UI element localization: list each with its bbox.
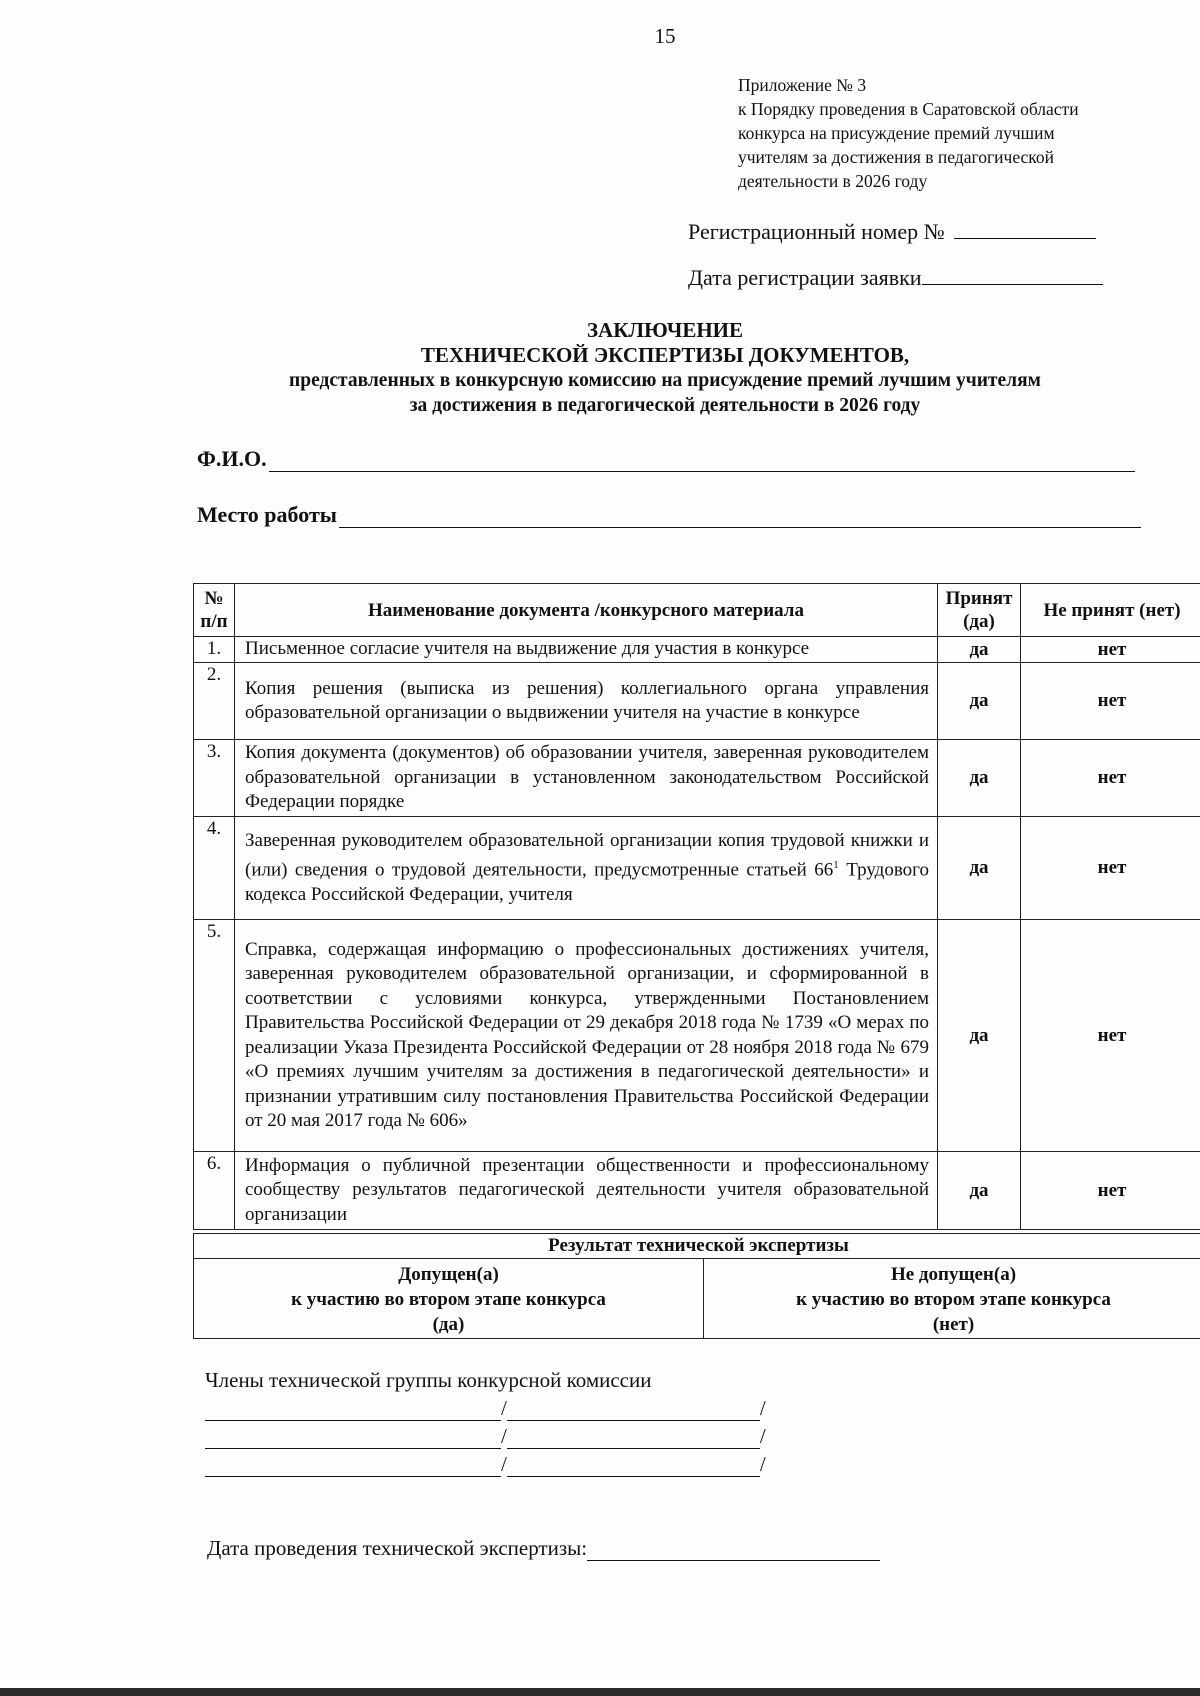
row-yes[interactable]: да <box>938 740 1021 817</box>
row-num: 3. <box>194 740 235 817</box>
appendix-note <box>738 73 1158 193</box>
row-num: 1. <box>194 637 235 663</box>
admitted-cell[interactable] <box>194 1259 704 1339</box>
title-line: ТЕХНИЧЕСКОЙ ЭКСПЕРТИЗЫ ДОКУМЕНТОВ, <box>420 343 910 367</box>
table-row <box>194 920 1200 1152</box>
title-line: за достижения в педагогической деятельности в 2026 году <box>409 395 921 416</box>
signature-separator: / <box>759 1424 766 1448</box>
table-row <box>194 817 1200 920</box>
exam-date-label: Дата проведения технической экспертизы: <box>207 1536 588 1560</box>
commission-members-label: Члены технической группы конкурсной комиссии <box>205 1368 652 1392</box>
signature-row <box>205 1396 766 1421</box>
row-num: 2. <box>194 663 235 740</box>
table-row <box>194 663 1200 740</box>
appendix-line: к Порядку проведения в Саратовской области <box>738 99 1079 119</box>
header-name: Наименование документа /конкурсного материала <box>235 584 938 637</box>
appendix-line: деятельности в 2026 году <box>738 171 928 191</box>
row-name: Письменное согласие учителя на выдвижение для участия в конкурсе <box>235 637 938 663</box>
title-line: представленных в конкурсную комиссию на присуждение премий лучшим учителям <box>289 370 1041 391</box>
appendix-line: конкурса на присуждение премий лучшим <box>738 123 1055 143</box>
document-title <box>170 317 1160 418</box>
fio-label: Ф.И.О. <box>197 446 267 471</box>
signature-blank[interactable] <box>205 1428 501 1449</box>
table-row <box>194 740 1200 817</box>
signature-separator: / <box>501 1452 507 1476</box>
result-header: Результат технической экспертизы <box>194 1234 1200 1259</box>
registration-date-label: Дата регистрации заявки <box>688 265 922 290</box>
signature-separator: / <box>501 1396 507 1420</box>
row-name: Копия документа (документов) об образовании учителя, заверенная руководителем образовательной организации в установленном законодательством Российской Федерации порядке <box>235 740 938 817</box>
row-no[interactable]: нет <box>1021 817 1200 920</box>
not-admitted-line: (нет) <box>932 1313 975 1335</box>
registration-date-blank[interactable] <box>922 264 1103 285</box>
signature-separator: / <box>759 1396 766 1420</box>
name-blank[interactable] <box>507 1400 760 1421</box>
row-no[interactable]: нет <box>1021 637 1200 663</box>
row-name-part: Трудового кодекса Российской Федерации, учителя <box>245 859 929 905</box>
registration-number-label: Регистрационный номер № <box>688 219 945 244</box>
fio-field <box>197 446 1135 472</box>
signature-blank[interactable] <box>205 1400 501 1421</box>
row-num: 4. <box>194 817 235 920</box>
signature-separator: / <box>501 1424 507 1448</box>
registration-number-field <box>688 218 1096 245</box>
signature-row <box>205 1424 766 1449</box>
not-admitted-line: Не допущен(а) <box>890 1263 1017 1285</box>
row-yes[interactable]: да <box>938 663 1021 740</box>
scan-bottom-edge <box>0 1688 1200 1696</box>
table-header-row <box>194 584 1200 637</box>
row-name-sup: 1 <box>833 859 839 872</box>
name-blank[interactable] <box>507 1428 760 1449</box>
row-no[interactable]: нет <box>1021 740 1200 817</box>
documents-table <box>193 583 1200 1230</box>
admitted-line: (да) <box>432 1313 465 1335</box>
not-admitted-cell[interactable] <box>704 1259 1200 1339</box>
row-name: Справка, содержащая информацию о профессиональных достижениях учителя, заверенная руководителем образовательной организации, и сформированной в соответствии с условиями конкурса, утвержденными Постановлением Правительства Российской Федерации от 29 декабря 2018 года № 1739 «О мерах по реализации Указа Президента Российской Федерации от 28 ноября 2018 года № 679 «О премиях лучшим учителям за достижения в педагогической деятельности» и признании утратившим силу постановления Правительства Российской Федерации от 20 мая 2017 года № 606» <box>235 920 938 1152</box>
row-no[interactable]: нет <box>1021 1152 1200 1230</box>
header-num: № п/п <box>194 584 235 637</box>
signature-separator: / <box>759 1452 766 1476</box>
row-name <box>235 817 938 920</box>
signature-row <box>205 1452 766 1477</box>
not-admitted-line: к участию во втором этапе конкурса <box>796 1288 1111 1310</box>
exam-date-blank[interactable] <box>587 1540 880 1561</box>
row-name: Копия решения (выписка из решения) коллегиального органа управления образовательной организации о выдвижении учителя на участие в конкурсе <box>235 663 938 740</box>
workplace-blank[interactable] <box>339 507 1141 528</box>
appendix-line: учителям за достижения в педагогической <box>738 147 1055 167</box>
signature-blank[interactable] <box>205 1456 501 1477</box>
workplace-field <box>197 502 1141 528</box>
row-yes[interactable]: да <box>938 817 1021 920</box>
row-name-part: Заверенная руководителем образовательной организации копия трудовой книжки и (или) сведения о трудовой деятельности, предусмотренные статьей 66 <box>245 829 929 881</box>
page-number: 15 <box>654 24 676 48</box>
row-yes[interactable]: да <box>938 637 1021 663</box>
registration-date-field <box>688 264 1103 291</box>
table-row <box>194 637 1200 663</box>
workplace-label: Место работы <box>197 502 337 527</box>
row-name: Информация о публичной презентации общественности и профессиональному сообществу результатов педагогической деятельности учителя образовательной организации <box>235 1152 938 1230</box>
row-no[interactable]: нет <box>1021 663 1200 740</box>
row-yes[interactable]: да <box>938 1152 1021 1230</box>
row-num: 5. <box>194 920 235 1152</box>
title-line: ЗАКЛЮЧЕНИЕ <box>586 318 744 342</box>
admitted-line: к участию во втором этапе конкурса <box>291 1288 606 1310</box>
admitted-line: Допущен(а) <box>398 1263 499 1285</box>
name-blank[interactable] <box>507 1456 760 1477</box>
table-row <box>194 1152 1200 1230</box>
fio-blank[interactable] <box>269 451 1135 472</box>
registration-number-blank[interactable] <box>954 218 1096 239</box>
row-num: 6. <box>194 1152 235 1230</box>
header-rejected: Не принят (нет) <box>1021 584 1200 637</box>
row-yes[interactable]: да <box>938 920 1021 1152</box>
appendix-line: Приложение № 3 <box>738 75 867 95</box>
header-accepted: Принят (да) <box>938 584 1021 637</box>
row-no[interactable]: нет <box>1021 920 1200 1152</box>
exam-date-field <box>207 1536 880 1561</box>
result-table <box>193 1233 1200 1339</box>
